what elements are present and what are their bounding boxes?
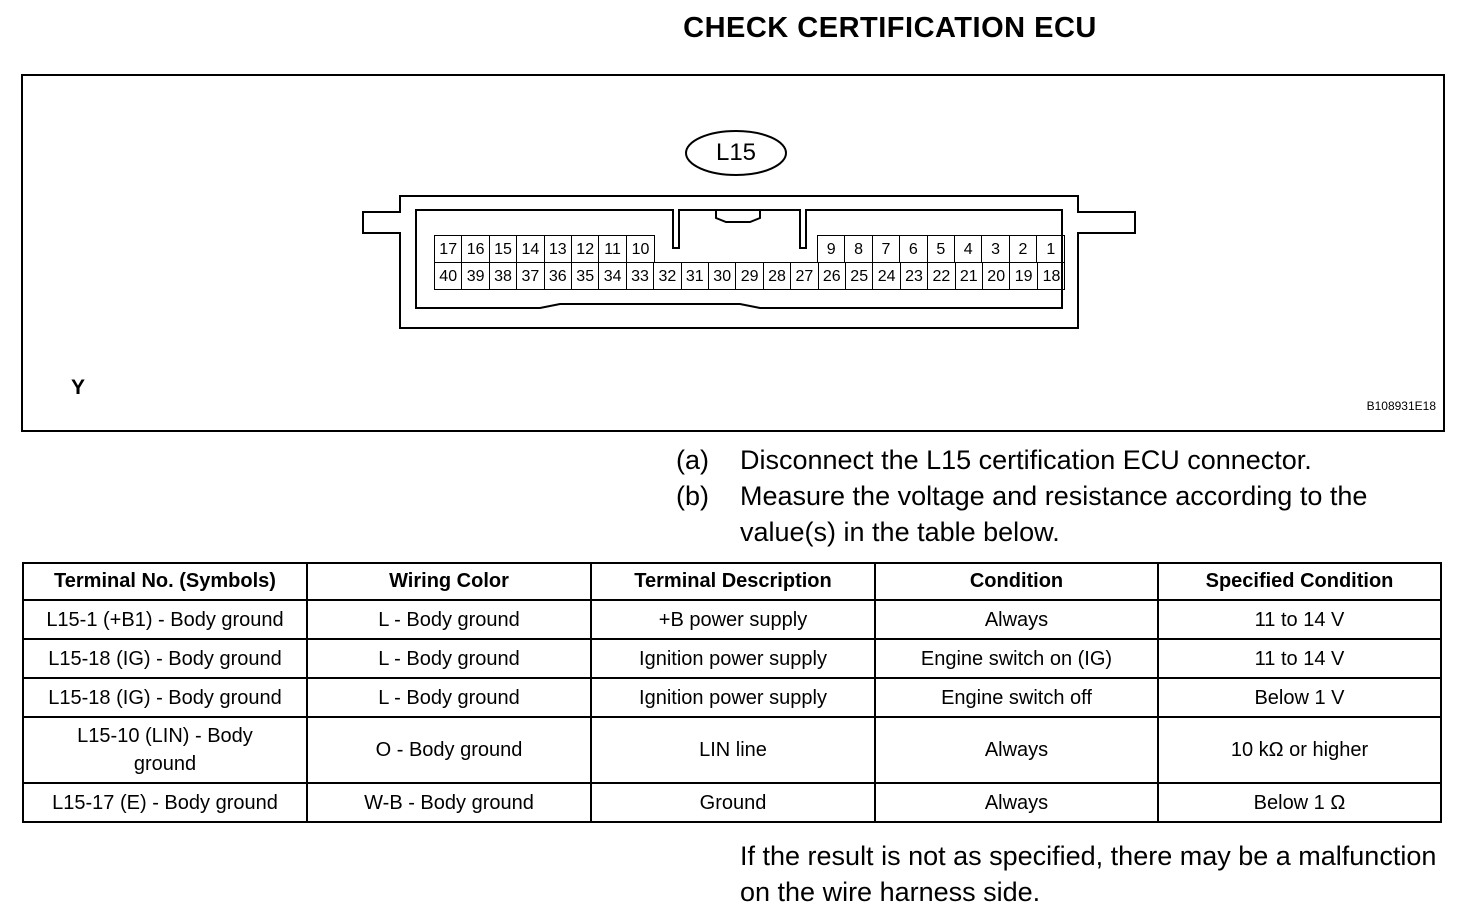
pin-10: 10: [631, 240, 650, 258]
pin-28: 28: [764, 263, 791, 290]
pin-4: 4: [955, 236, 982, 263]
diagram-code: B108931E18: [1366, 399, 1436, 413]
pin-36: 36: [545, 263, 572, 290]
table-cell: O - Body ground: [307, 717, 591, 783]
header-terminal: Terminal No. (Symbols): [23, 563, 307, 600]
table-cell: W-B - Body ground: [307, 783, 591, 822]
pin-13: 13: [545, 236, 572, 263]
view-letter: Y: [71, 376, 86, 399]
pin-29: 29: [736, 263, 763, 290]
pin-9: 9: [818, 236, 845, 263]
pin-20: 20: [983, 263, 1010, 290]
step-b: [676, 478, 1456, 550]
pin-8: 8: [845, 236, 872, 263]
pin-33: 33: [627, 263, 654, 290]
table-row: [23, 783, 1441, 822]
step-letter: (b): [676, 481, 709, 511]
pin-2: 2: [1010, 236, 1037, 263]
pin-21: 21: [956, 263, 983, 290]
table-cell: L15-18 (IG) - Body ground: [23, 639, 307, 678]
table-row: [23, 639, 1441, 678]
header-specified-condition: Specified Condition: [1158, 563, 1441, 600]
connector-label: L15: [715, 139, 757, 166]
pin-34: 34: [599, 263, 626, 290]
pin-26: 26: [819, 263, 846, 290]
table-cell: Below 1 Ω: [1158, 783, 1441, 822]
pin-22: 22: [928, 263, 955, 290]
pin-6: 6: [900, 236, 927, 263]
table-cell: L15-17 (E) - Body ground: [23, 783, 307, 822]
pin-17: 17: [435, 236, 462, 263]
table-cell: L15-1 (+B1) - Body ground: [23, 600, 307, 639]
table-cell: L15-10 (LIN) - Body ground: [23, 717, 307, 783]
pin-18: 18: [1042, 267, 1061, 285]
table-cell: L - Body ground: [307, 678, 591, 717]
table-row: [23, 600, 1441, 639]
step-text: Measure the voltage and resistance according to the value(s) in the table below.: [740, 481, 1368, 547]
pin-3: 3: [982, 236, 1009, 263]
table-cell: 11 to 14 V: [1158, 600, 1441, 639]
table-cell: Always: [875, 600, 1158, 639]
table-header-row: [23, 563, 1441, 600]
pin-1: 1: [1046, 240, 1056, 258]
table-cell: 11 to 14 V: [1158, 639, 1441, 678]
pin-23: 23: [901, 263, 928, 290]
pin-30: 30: [709, 263, 736, 290]
pin-25: 25: [846, 263, 873, 290]
pin-40: 40: [435, 263, 462, 290]
table-cell: Engine switch off: [875, 678, 1158, 717]
pin-11: 11: [599, 236, 626, 263]
result-note: If the result is not as specified, there may be a malfunction on the wire harness side.: [740, 841, 1437, 907]
pin-32: 32: [654, 263, 681, 290]
step-text: Disconnect the L15 certification ECU connector.: [740, 445, 1312, 475]
pin-39: 39: [462, 263, 489, 290]
table-row: [23, 717, 1441, 783]
table-cell: L - Body ground: [307, 639, 591, 678]
pin-35: 35: [572, 263, 599, 290]
table-cell: Always: [875, 783, 1158, 822]
table-cell: +B power supply: [591, 600, 875, 639]
pin-5: 5: [928, 236, 955, 263]
specification-table: [22, 562, 1442, 823]
header-condition: Condition: [875, 563, 1158, 600]
connector-key: [716, 210, 760, 222]
connector-outline: [0, 0, 1472, 440]
table-row: [23, 678, 1441, 717]
table-cell: Below 1 V: [1158, 678, 1441, 717]
table-cell: L - Body ground: [307, 600, 591, 639]
step-a: [676, 442, 1456, 478]
table-cell: Ignition power supply: [591, 639, 875, 678]
page-title: CHECK CERTIFICATION ECU: [683, 12, 1097, 44]
pin-19: 19: [1010, 263, 1037, 290]
pin-12: 12: [572, 236, 599, 263]
pin-7: 7: [873, 236, 900, 263]
step-letter: (a): [676, 445, 709, 475]
table-cell: LIN line: [591, 717, 875, 783]
table-cell: Engine switch on (IG): [875, 639, 1158, 678]
pin-37: 37: [517, 263, 544, 290]
header-wiring-color: Wiring Color: [307, 563, 591, 600]
pin-15: 15: [490, 236, 517, 263]
pin-27: 27: [791, 263, 818, 290]
table-cell: Always: [875, 717, 1158, 783]
table-cell: Ground: [591, 783, 875, 822]
pin-14: 14: [517, 236, 544, 263]
table-cell: 10 kΩ or higher: [1158, 717, 1441, 783]
pin-16: 16: [462, 236, 489, 263]
pin-31: 31: [682, 263, 709, 290]
pin-24: 24: [873, 263, 900, 290]
header-terminal-description: Terminal Description: [591, 563, 875, 600]
pin-38: 38: [490, 263, 517, 290]
table-cell: Ignition power supply: [591, 678, 875, 717]
table-cell: L15-18 (IG) - Body ground: [23, 678, 307, 717]
